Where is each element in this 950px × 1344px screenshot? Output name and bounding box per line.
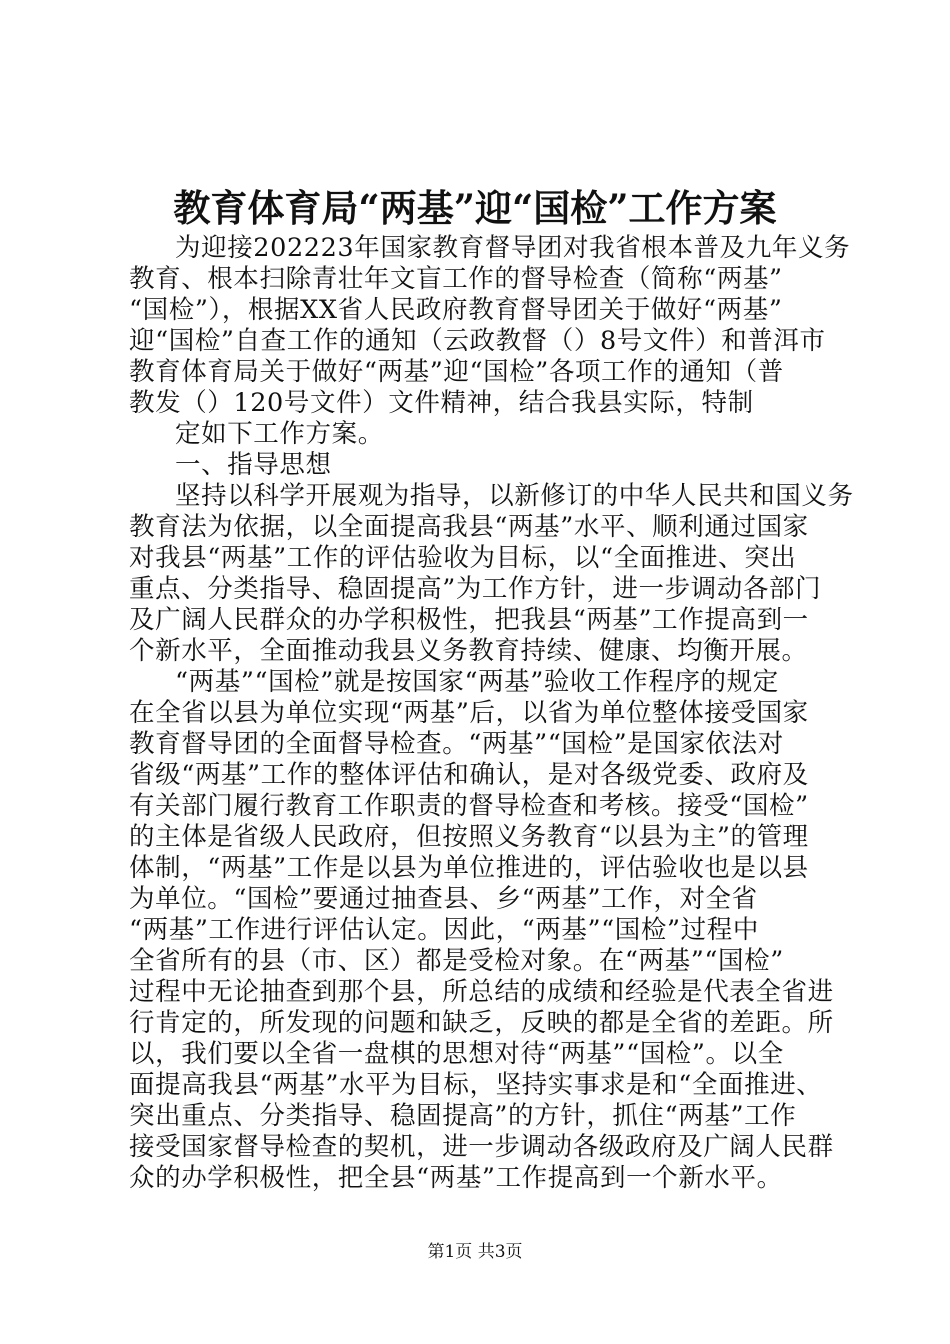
paragraph-line: 众的办学积极性，把全县“两基”工作提高到一个新水平。 bbox=[129, 1163, 783, 1193]
document-title: 教育体育局“两基”迎“国检”工作方案 bbox=[173, 186, 777, 230]
paragraph-line: 教育法为依据，以全面提高我县“两基”水平、顺利通过国家 bbox=[129, 512, 809, 542]
paragraph-line: 以，我们要以全省一盘棋的思想对待“两基”“国检”。以全 bbox=[129, 1039, 784, 1069]
paragraph-line: 个新水平，全面推动我县义务教育持续、健康、均衡开展。 bbox=[129, 636, 808, 666]
paragraph-line: 教育、根本扫除青壮年文盲工作的督导检查（简称“两基” bbox=[129, 264, 783, 294]
page-number-footer: 第1页 共3页 bbox=[427, 1242, 523, 1262]
paragraph-line: 定如下工作方案。 bbox=[175, 419, 384, 449]
paragraph-line: 突出重点、分类指导、稳固提高”的方针，抓住“两基”工作 bbox=[129, 1101, 797, 1131]
paragraph-line: 迎“国检”自查工作的通知（云政教督（）8号文件）和普洱市 bbox=[129, 326, 826, 356]
paragraph-line: 有关部门履行教育工作职责的督导检查和考核。接受“国检” bbox=[129, 791, 809, 821]
paragraph-line: 为单位。“国检”要通过抽查县、乡“两基”工作，对全省 bbox=[129, 884, 758, 914]
paragraph-line: 教发（）120号文件）文件精神，结合我县实际，特制 bbox=[129, 388, 754, 418]
paragraph-line: 教育督导团的全面督导检查。“两基”“国检”是国家依法对 bbox=[129, 729, 784, 759]
paragraph-line: 体制，“两基”工作是以县为单位推进的，评估验收也是以县 bbox=[129, 853, 809, 883]
paragraph-line: 面提高我县“两基”水平为目标，坚持实事求是和“全面推进、 bbox=[129, 1070, 823, 1100]
paragraph-line: 全省所有的县（市、区）都是受检对象。在“两基”“国检” bbox=[129, 946, 784, 976]
paragraph-line: 教育体育局关于做好“两基”迎“国检”各项工作的通知（普 bbox=[129, 357, 784, 387]
paragraph-line: 的主体是省级人民政府，但按照义务教育“以县为主”的管理 bbox=[129, 822, 809, 852]
paragraph-line: 在全省以县为单位实现“两基”后，以省为单位整体接受国家 bbox=[129, 698, 809, 728]
paragraph-line: “两基”工作进行评估认定。因此，“两基”“国检”过程中 bbox=[129, 915, 759, 945]
paragraph-line: 行肯定的，所发现的问题和缺乏，反映的都是全省的差距。所 bbox=[129, 1008, 834, 1038]
paragraph-line: 及广阔人民群众的办学积极性，把我县“两基”工作提高到一 bbox=[129, 605, 809, 635]
paragraph-line: “国检”），根据XX省人民政府教育督导团关于做好“两基” bbox=[129, 295, 783, 325]
paragraph-line: 为迎接202223年国家教育督导团对我省根本普及九年义务 bbox=[175, 233, 851, 263]
section-heading: 一、指导思想 bbox=[175, 450, 332, 480]
paragraph-line: 过程中无论抽查到那个县，所总结的成绩和经验是代表全省进 bbox=[129, 977, 834, 1007]
paragraph-line: 重点、分类指导、稳固提高”为工作方针，进一步调动各部门 bbox=[129, 574, 822, 604]
paragraph-line: “两基”“国检”就是按国家“两基”验收工作程序的规定 bbox=[175, 667, 779, 697]
paragraph-line: 坚持以科学开展观为指导，以新修订的中华人民共和国义务 bbox=[175, 481, 854, 511]
document-body bbox=[129, 233, 854, 1194]
paragraph-line: 省级“两基”工作的整体评估和确认，是对各级党委、政府及 bbox=[129, 760, 809, 790]
paragraph-line: 接受国家督导检查的契机，进一步调动各级政府及广阔人民群 bbox=[129, 1132, 834, 1162]
paragraph-line: 对我县“两基”工作的评估验收为目标，以“全面推进、突出 bbox=[129, 543, 797, 573]
